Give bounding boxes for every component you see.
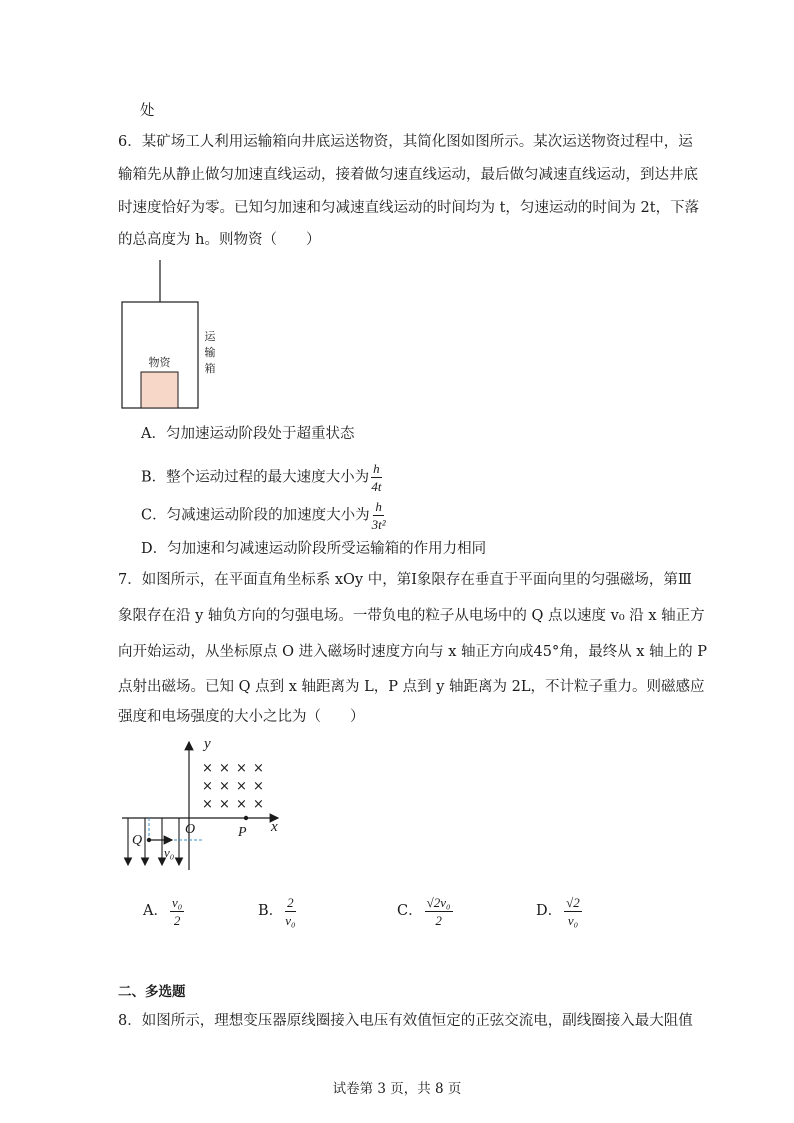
fraction-numerator: v₀ <box>171 894 183 910</box>
q6-option-b <box>141 462 382 493</box>
fraction-denominator: v₀ <box>567 912 579 928</box>
field-cross: × <box>202 797 213 812</box>
side-label-2: 输 <box>204 346 216 359</box>
carryover-text: 处 <box>140 103 155 119</box>
fraction-numerator: h <box>373 461 380 476</box>
field-cross: × <box>253 779 264 794</box>
q-label: Q <box>132 833 143 848</box>
cargo-block <box>141 372 178 408</box>
side-label-1: 运 <box>204 330 216 343</box>
fraction-denominator: 4t <box>371 479 382 494</box>
fraction-numerator: 2 <box>287 894 294 910</box>
p-label: P <box>238 825 247 840</box>
field-cross: × <box>236 779 247 794</box>
q6-option-c <box>141 500 386 531</box>
q6-option-b-fraction <box>371 462 382 493</box>
q6-line-1: 6．某矿场工人利用运输箱向井底运送物资，其简化图如图所示。某次运送物资过程中，运 <box>118 134 693 150</box>
q6-figure-transport-box <box>110 258 230 414</box>
q6-line-2: 输箱先从静止做匀加速直线运动，接着做匀速直线运动，最后做匀减速直线运动，到达井底 <box>118 167 698 183</box>
velocity-label: v₀ <box>164 845 175 860</box>
fraction-numerator: √2 <box>566 894 580 910</box>
field-cross: × <box>219 779 230 794</box>
cargo-label: 物资 <box>148 356 171 369</box>
y-axis-label: y <box>204 736 211 752</box>
fraction-denominator: v₀ <box>285 912 296 928</box>
q7-figure-coordinate-system <box>118 730 298 880</box>
fraction-numerator: √2v₀ <box>426 894 451 910</box>
field-cross: × <box>253 761 264 776</box>
q8-line-1: 8．如图所示，理想变压器原线圈接入电压有效值恒定的正弦交流电，副线圈接入最大阻值 <box>118 1013 693 1029</box>
field-cross: × <box>219 797 230 812</box>
q7-option-d-fraction <box>564 896 582 927</box>
q7-line-4: 点射出磁场。已知 Q 点到 x 轴距离为 L，P 点到 y 轴距离为 2L，不计粒子重力。则磁感应 <box>118 679 705 695</box>
q6-line-4: 的总高度为 h。则物资（ ） <box>118 232 321 248</box>
origin-label: O <box>185 822 196 837</box>
magnetic-field-crosses <box>202 761 264 812</box>
fraction-denominator: 2 <box>173 912 181 928</box>
field-cross: × <box>236 761 247 776</box>
q7-line-3: 向开始运动，从坐标原点 O 进入磁场时速度方向与 x 轴正方向成45°角，最终从 x 轴上的 P <box>118 644 707 660</box>
q7-option-c-fraction <box>425 896 453 927</box>
field-cross: × <box>253 797 264 812</box>
q6-option-a: A．匀加速运动阶段处于超重状态 <box>141 426 355 442</box>
field-cross: × <box>236 797 247 812</box>
fraction-numerator: h <box>375 499 382 514</box>
field-cross: × <box>219 761 230 776</box>
q7-option-c-label: C． <box>397 903 423 919</box>
q7-line-1: 7．如图所示，在平面直角坐标系 xOy 中，第Ⅰ象限存在垂直于平面向里的匀强磁场，第Ⅲ <box>118 572 692 588</box>
q7-option-b <box>258 893 296 929</box>
point-p <box>244 816 248 820</box>
q7-line-2: 象限存在沿 y 轴负方向的匀强电场。一带负电的粒子从电场中的 Q 点以速度 v₀ 沿 x 轴正方 <box>118 608 705 624</box>
field-cross: × <box>202 761 213 776</box>
q7-option-d <box>536 893 582 929</box>
q6-option-c-fraction <box>372 500 386 531</box>
q7-option-a-fraction <box>170 896 184 927</box>
fraction-denominator: 3t² <box>371 517 386 532</box>
q7-option-d-label: D． <box>536 903 563 919</box>
fraction-denominator: 2 <box>435 912 442 928</box>
q7-option-a-label: A． <box>143 903 168 919</box>
q6-option-d: D．匀加速和匀减速运动阶段所受运输箱的作用力相同 <box>141 541 487 557</box>
q7-option-a <box>143 893 184 929</box>
q6-option-c-text: C．匀减速运动阶段的加速度大小为 <box>141 507 370 524</box>
q7-option-b-label: B． <box>258 903 284 919</box>
side-label-3: 箱 <box>204 362 216 375</box>
q7-option-c <box>397 893 453 929</box>
section-title-multiple-choice: 二、多选题 <box>118 984 186 1000</box>
x-axis-label: x <box>271 819 278 835</box>
q6-option-b-text: B．整个运动过程的最大速度大小为 <box>141 469 370 486</box>
field-cross: × <box>202 779 213 794</box>
q6-line-3: 时速度恰好为零。已知匀加速和匀减速直线运动的时间均为 t，匀速运动的时间为 2t，下落 <box>118 200 700 216</box>
q7-line-5: 强度和电场强度的大小之比为（ ） <box>118 709 365 725</box>
page-footer: 试卷第 3 页，共 8 页 <box>332 1081 462 1097</box>
q7-option-b-fraction <box>285 896 296 927</box>
